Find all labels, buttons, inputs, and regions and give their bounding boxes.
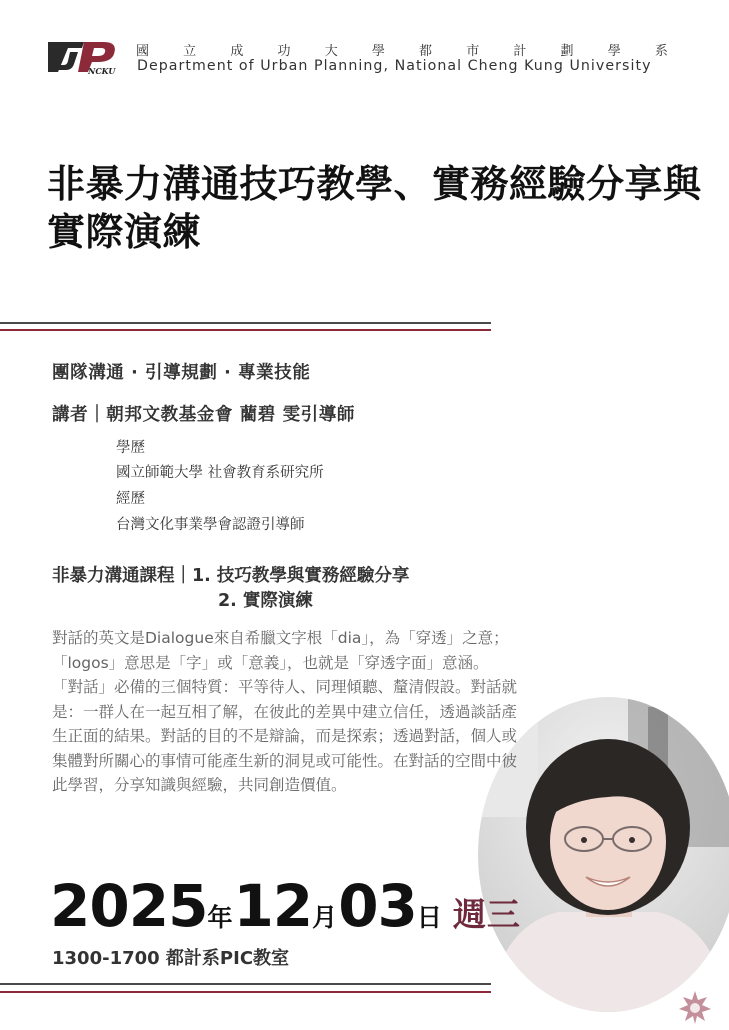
divider-top-red — [0, 329, 491, 331]
experience-label: 經歷 — [116, 491, 145, 507]
course-line-2: 2. 實際演練 — [218, 591, 313, 611]
dept-name-cn: 國 立 成 功 大 學 都 市 計 劃 學 系 — [136, 44, 668, 59]
date-month: 12 — [233, 872, 313, 940]
date-weekday: 週三 — [452, 895, 521, 934]
date-day-unit: 日 — [416, 903, 442, 932]
up-logo — [44, 38, 126, 76]
course-line-1: 非暴力溝通課程｜1. 技巧教學與實務經驗分享 — [52, 566, 410, 586]
education-value: 國立師範大學 社會教育系研究所 — [116, 465, 324, 481]
event-title: 非暴力溝通技巧教學、實務經驗分享與實際演練 — [47, 162, 702, 254]
divider-top-dark — [0, 322, 491, 324]
experience-value: 台灣文化事業學會認證引導師 — [116, 517, 305, 533]
education-label: 學歷 — [116, 440, 145, 456]
body-text — [52, 626, 527, 798]
body-paragraph-2: 「對話」必備的三個特質：平等待人、同理傾聽、釐清假設。對話就是：一群人在一起互相了解，在彼此的差異中建立信任，透過談話產生正面的結果。對話的目的不是辯論，而是探索；透過對話，個人或集體對所關心的事情可能產生新的洞見或可能性。在對話的空間中彼此學習，分享知識與經驗，共同創造價值。 — [52, 678, 518, 794]
logo-sub: NCKU — [88, 66, 116, 76]
date-year: 2025 — [50, 872, 208, 940]
ncku-seal-icon — [676, 988, 714, 1026]
event-date — [50, 872, 521, 940]
date-month-unit: 月 — [312, 903, 338, 932]
dept-name-en: Department of Urban Planning, National Cheng Kung University — [137, 58, 652, 74]
date-day: 03 — [338, 872, 417, 940]
speaker-line: 講者｜朝邦文教基金會 藺碧 雯引導師 — [52, 405, 355, 425]
time-and-place: 1300-1700 都計系PIC教室 — [52, 948, 290, 969]
divider-bottom-red — [0, 991, 491, 993]
body-paragraph-1: 對話的英文是Dialogue來自希臘文字根「dia」，為「穿透」之意；「logos」意思是「字」或「意義」，也就是「穿透字面」意涵。 — [52, 629, 509, 672]
divider-bottom-dark — [0, 983, 491, 985]
topic-subheading: 團隊溝通 · 引導規劃 · 專業技能 — [52, 363, 311, 383]
date-year-unit: 年 — [207, 903, 233, 932]
